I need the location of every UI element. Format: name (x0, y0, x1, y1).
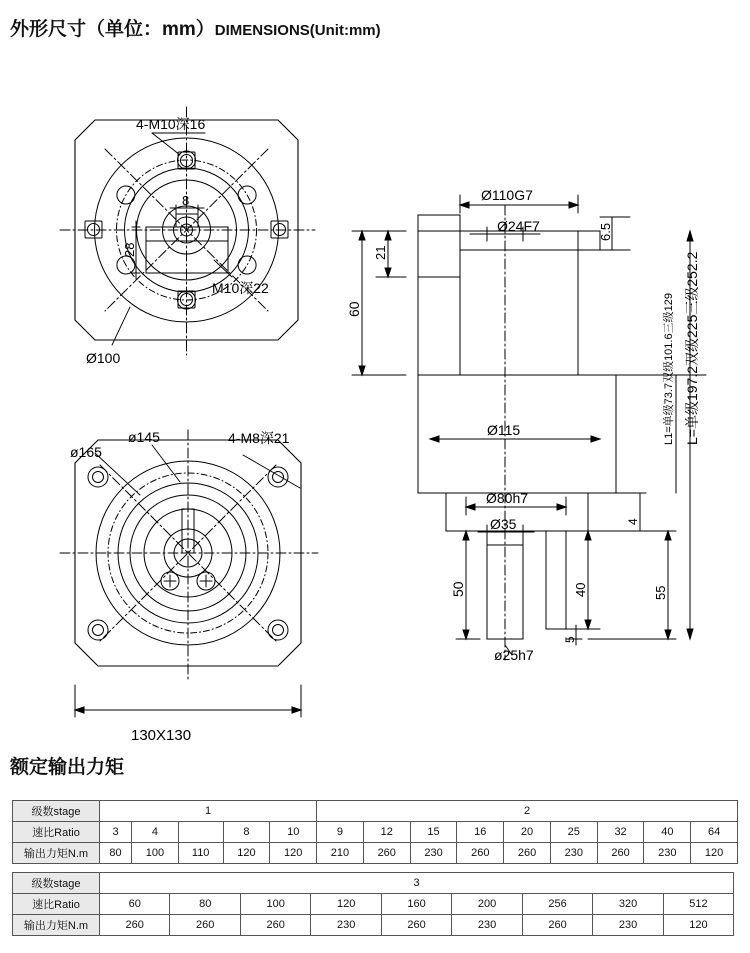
front-view-top (60, 107, 315, 355)
front-view-bottom (60, 430, 318, 717)
label-dim-4: 4 (626, 518, 640, 525)
label-dim-28: 28 (122, 242, 137, 257)
torque-cell: 80 (100, 843, 132, 864)
label-dim-60: 60 (346, 301, 362, 317)
torque-table-2 (12, 872, 738, 936)
table-row (13, 822, 738, 843)
label-dia-110g7: Ø110G7 (481, 187, 533, 203)
ratio-cell: 32 (597, 822, 644, 843)
ratio-cell: 8 (223, 822, 270, 843)
torque-cell: 230 (311, 915, 381, 936)
torque-cell: 260 (363, 843, 410, 864)
table-row (13, 873, 738, 894)
label-m10-22: M10深22 (212, 280, 269, 296)
ratio-cell: 64 (691, 822, 738, 843)
torque-cell: 100 (132, 843, 179, 864)
row-label-torque: 输出力矩N.m (13, 843, 100, 864)
torque-cell: 210 (317, 843, 364, 864)
row-label-ratio: 速比Ratio (13, 822, 100, 843)
label-dia-24f7: Ø24F7 (497, 218, 540, 234)
torque-cell: 230 (550, 843, 597, 864)
ratio-cell: 3 (100, 822, 132, 843)
torque-cell: 260 (381, 915, 451, 936)
torque-cell: 230 (410, 843, 457, 864)
stage-group-1: 1 (100, 801, 317, 822)
ratio-cell: 20 (504, 822, 551, 843)
ratio-cell: 200 (452, 894, 522, 915)
table-row (13, 915, 738, 936)
torque-cell: 260 (100, 915, 170, 936)
row-label-ratio: 速比Ratio (13, 894, 100, 915)
page-title-dimensions (10, 14, 381, 41)
torque-cell: 260 (597, 843, 644, 864)
torque-table-1 (12, 800, 738, 864)
table-row (13, 894, 738, 915)
ratio-cell: 25 (550, 822, 597, 843)
ratio-cell: 320 (593, 894, 663, 915)
label-4-m8-21: 4-M8深21 (228, 430, 290, 446)
ratio-cell: 40 (644, 822, 691, 843)
ratio-cell: 16 (457, 822, 504, 843)
ratio-cell: 256 (522, 894, 592, 915)
torque-cell: 120 (691, 843, 738, 864)
label-dia-35: Ø35 (490, 516, 517, 532)
label-dim-40: 40 (573, 582, 588, 597)
label-dia-25h7: ø25h7 (494, 647, 534, 663)
ratio-cell: 100 (240, 894, 310, 915)
label-dim-8: 8 (182, 193, 190, 208)
ratio-cell: 9 (317, 822, 364, 843)
page-title-dimensions-en: DIMENSIONS(Unit:mm) (214, 22, 381, 39)
label-dim-55: 55 (653, 585, 668, 600)
ratio-cell: 80 (170, 894, 240, 915)
spacer-cell (734, 915, 738, 936)
stage-group-3: 3 (100, 873, 734, 894)
spacer-cell (734, 873, 738, 894)
label-dia-80h7: Ø80h7 (486, 490, 529, 506)
ratio-cell: 10 (270, 822, 317, 843)
torque-cell: 260 (504, 843, 551, 864)
page-title-torque: 额定输出力矩 (10, 757, 125, 778)
stage-group-2: 2 (317, 801, 738, 822)
page-title-dimensions-cn: 外形尺寸（单位：mm） (10, 19, 215, 40)
torque-cell: 260 (170, 915, 240, 936)
ratio-cell: 512 (663, 894, 733, 915)
torque-cell: 120 (663, 915, 733, 936)
label-dim-5: 5 (563, 636, 577, 643)
torque-cell: 260 (457, 843, 504, 864)
label-dim-6-5: 6.5 (598, 222, 613, 241)
label-dim-21: 21 (373, 245, 388, 260)
torque-cell: 230 (452, 915, 522, 936)
label-dia-145: ø145 (128, 429, 160, 445)
row-label-stage: 级数stage (13, 873, 100, 894)
ratio-cell: 120 (311, 894, 381, 915)
label-4-m10-16: 4-M10深16 (136, 116, 206, 132)
torque-cell: 120 (270, 843, 317, 864)
ratio-cell: 160 (381, 894, 451, 915)
ratio-cell: 60 (100, 894, 170, 915)
torque-cell: 230 (644, 843, 691, 864)
label-dia-165: ø165 (70, 444, 102, 460)
row-label-torque: 输出力矩N.m (13, 915, 100, 936)
label-length-note-1: L=单级197.2双级225三级252.2 (684, 251, 700, 445)
label-length-note-2: L1=单级73.7双级101.6三级129 (663, 293, 675, 445)
table-row (13, 801, 738, 822)
torque-cell: 260 (522, 915, 592, 936)
drawing-svg (0, 45, 750, 745)
table-row (13, 843, 738, 864)
label-dia-100: Ø100 (86, 350, 121, 366)
torque-cell: 120 (223, 843, 270, 864)
ratio-cell (178, 822, 223, 843)
spacer-cell (734, 894, 738, 915)
torque-cell: 110 (178, 843, 223, 864)
label-dim-50: 50 (450, 581, 466, 597)
torque-cell: 260 (240, 915, 310, 936)
technical-drawing (0, 45, 750, 745)
label-dia-115: Ø115 (487, 422, 521, 438)
ratio-cell: 15 (410, 822, 457, 843)
row-label-stage: 级数stage (13, 801, 100, 822)
ratio-cell: 12 (363, 822, 410, 843)
label-130x130: 130X130 (131, 727, 192, 744)
torque-cell: 230 (593, 915, 663, 936)
ratio-cell: 4 (132, 822, 179, 843)
